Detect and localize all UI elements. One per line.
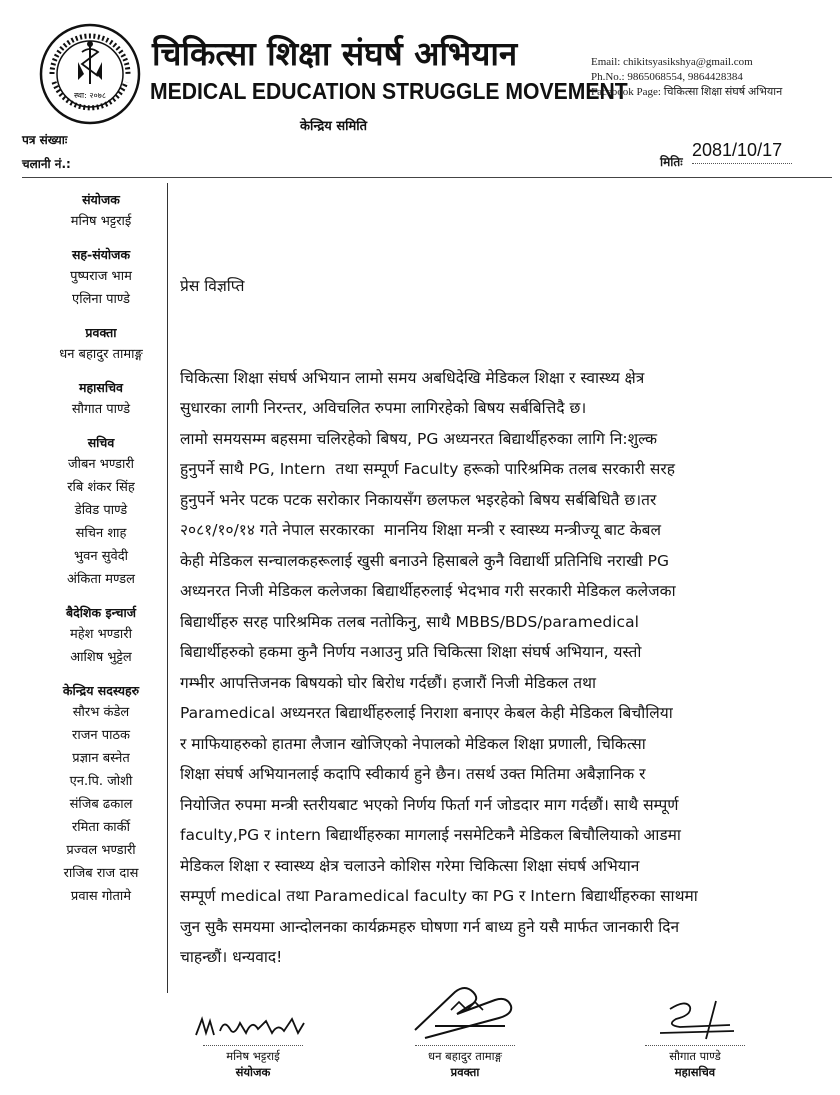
body-line: मेडिकल शिक्षा र स्वास्थ्य क्षेत्र चलाउने कोशिस गरेमा चिकित्सा शिक्षा संघर्ष अभियान <box>180 856 640 875</box>
body-line: चिकित्सा शिक्षा संघर्ष अभियान लामो समय अबधिदेखि मेडिकल शिक्षा र स्वास्थ्य क्षेत्र <box>180 368 645 387</box>
date-label: मितिः <box>660 155 683 169</box>
body-line: र माफियाहरुको हातमा लैजान खोजिएको नेपालको मेडिकल शिक्षा प्रणाली, चिकित्सा <box>180 734 646 753</box>
body-line: बिद्यार्थीहरु सरह पारिश्रमिक तलब नतोकिनु, साथै MBBS/BDS/paramedical <box>180 612 639 631</box>
signatory-role: संयोजक <box>235 1065 271 1079</box>
sidebar-member-name: रमिता कार्की <box>71 820 131 835</box>
signature-block-general-secretary <box>630 995 760 1080</box>
body-line: सम्पूर्ण medical तथा Paramedical faculty का PG र Intern बिद्यार्थीहरुका साथमा <box>180 887 698 905</box>
sidebar-member-name: आशिष भुट्टेल <box>70 650 132 665</box>
body-line: गम्भीर आपत्तिजनक बिषयको घोर बिरोध गर्दछौं। हजारौं निजी मेडिकल तथा <box>180 673 597 692</box>
signature-block-spokesperson <box>395 980 535 1080</box>
press-release-body <box>180 210 820 1034</box>
body-line: Paramedical अध्यनरत बिद्यार्थीहरुलाई निराशा बनाएर केबल केही मेडिकल बिचौलिया <box>180 704 673 722</box>
sidebar-divider <box>167 183 168 993</box>
body-line: सुधारका लागी निरन्तर, अविचलित रुपमा लागिरहेको बिषय सर्बबित्तिदै छ। <box>180 399 587 417</box>
organization-title-english: MEDICAL EDUCATION STRUGGLE MOVEMENT <box>150 78 628 104</box>
seal-year-text: स्था: २०७८ <box>73 91 107 100</box>
signatory-role: महासचिव <box>674 1065 716 1079</box>
sidebar-role-group <box>40 190 162 233</box>
organization-title-nepali: चिकित्सा शिक्षा संघर्ष अभियान <box>152 34 518 73</box>
body-line: केही मेडिकल सन्चालकहरूलाई खुसी बनाउने हिसाबले कुनै विद्यार्थी प्रतिनिधि नराखी PG <box>180 551 670 570</box>
sidebar-role-group <box>40 603 162 669</box>
body-line: शिक्षा संघर्ष अभियानलाई कदापि स्वीकार्य हुने छैन। तसर्थ उक्त मितिमा अबैज्ञानिक र <box>180 765 646 783</box>
signatory-role: प्रवक्ता <box>450 1065 480 1079</box>
sidebar-member-name: जीबन भण्डारी <box>67 457 135 472</box>
press-release-paragraph <box>180 363 820 973</box>
sidebar-member-name: प्रवास गोतामे <box>70 889 132 904</box>
sidebar-role-title: महासचिव <box>79 380 123 395</box>
sidebar-role-group <box>40 323 162 366</box>
sidebar-member-name: संजिब ढकाल <box>69 797 133 812</box>
sidebar-member-name: राजिब राज दास <box>63 866 139 881</box>
sidebar-member-name: महेश भण्डारी <box>70 627 132 642</box>
sidebar-member-name: पुष्पराज भाम <box>70 269 132 284</box>
contact-facebook: Facebook Page: चिकित्सा शिक्षा संघर्ष अभियान <box>591 86 783 98</box>
committee-name: केन्द्रिय समिति <box>300 119 368 134</box>
signatory-name: धन बहादुर तामाङ्ग <box>428 1049 502 1063</box>
contact-block <box>591 55 836 100</box>
sidebar-member-name: एन.पि. जोशी <box>69 774 133 789</box>
contact-phone: Ph.No.: 9865068554, 9864428384 <box>591 71 743 83</box>
letter-number-label: पत्र संख्याः <box>22 133 68 147</box>
sidebar-role-group <box>40 433 162 591</box>
signature-block-coordinator <box>188 1005 318 1080</box>
signatory-name: मनिष भट्टराई <box>226 1049 280 1063</box>
body-line: नियोजित रुपमा मन्त्री स्तरीयबाट भएको निर्णय फिर्ता गर्न जोडदार माग गर्दछौं। साथै सम्पूर्ण <box>180 795 679 814</box>
sidebar-role-title: सह-संयोजक <box>71 247 131 262</box>
handwritten-signature-icon <box>188 1005 318 1045</box>
sidebar-role-title: बैदेशिक इन्चार्ज <box>65 605 137 620</box>
sidebar-member-name: भुवन सुवेदी <box>73 549 128 564</box>
sidebar-member-name: मनिष भट्टराई <box>70 214 132 229</box>
body-line: हुनुपर्ने भनेर पटक पटक सरोकार निकायसँग छलफल भइरहेको बिषय सर्बबिधितै छ।तर <box>180 490 657 509</box>
sidebar-role-title: प्रवक्ता <box>85 325 117 340</box>
sidebar-role-group <box>40 378 162 421</box>
body-line: जुन सुकै समयमा आन्दोलनका कार्यक्रमहरु घोषणा गर्न बाध्य हुने यसै मार्फत जानकारी दिन <box>180 917 680 936</box>
sidebar-member-name: एलिना पाण्डे <box>72 292 130 307</box>
committee-member-list <box>40 190 162 920</box>
body-line: अध्यनरत निजी मेडिकल कलेजका बिद्यार्थीहरुलाई भेदभाव गरी सरकारी मेडिकल कलेजका <box>180 582 676 600</box>
body-line: हुनुपर्ने साथै PG, Intern तथा सम्पूर्ण Faculty हरूको पारिश्रमिक तलब सरकारी सरह <box>180 460 675 478</box>
body-line: २०८१/१०/१४ गते नेपाल सरकारका माननिय शिक्षा मन्त्री र स्वास्थ्य मन्त्रीज्यू बाट केबल <box>180 521 661 539</box>
sidebar-role-group <box>40 681 162 908</box>
sidebar-member-name: डेविड पाण्डे <box>74 503 128 518</box>
organization-seal-logo <box>38 22 142 126</box>
contact-email: Email: chikitsyasikshya@gmail.com <box>591 56 753 68</box>
dispatch-number-label: चलानी नं.: <box>22 157 71 171</box>
body-line: लामो समयसम्म बहसमा चलिरहेको बिषय, PG अध्यनरत बिद्यार्थीहरुका लागि नि:शुल्क <box>180 429 658 448</box>
body-line: बिद्यार्थीहरुको हकमा कुनै निर्णय नआउनु प्रति चिकित्सा शिक्षा संघर्ष अभियान, यस्तो <box>180 643 642 661</box>
date-value: 2081/10/17 <box>692 140 792 164</box>
sidebar-role-group <box>40 245 162 311</box>
sidebar-member-name: अंकिता मण्डल <box>67 572 135 587</box>
sidebar-member-name: सचिन शाह <box>75 526 127 541</box>
sidebar-role-title: केन्द्रिय सदस्यहरु <box>62 683 140 698</box>
sidebar-role-title: सचिव <box>87 435 115 450</box>
sidebar-member-name: राजन पाठक <box>72 728 130 743</box>
sidebar-member-name: धन बहादुर तामाङ्ग <box>59 347 143 362</box>
sidebar-member-name: रबि शंकर सिंह <box>67 480 135 495</box>
handwritten-signature-icon <box>630 995 760 1045</box>
press-release-heading: प्रेस विज्ञप्ति <box>180 277 245 295</box>
header-divider <box>22 177 832 178</box>
sidebar-member-name: प्रज्ञान बस्नेत <box>72 751 130 766</box>
signatory-name: सौगात पाण्डे <box>669 1049 721 1063</box>
sidebar-member-name: प्रज्वल भण्डारी <box>66 843 136 858</box>
body-line: चाहन्छौं। धन्यवाद! <box>180 948 283 966</box>
sidebar-member-name: सौरभ कंडेल <box>72 705 130 720</box>
body-line: faculty,PG र intern बिद्यार्थीहरुका मागलाई नसमेटिकनै मेडिकल बिचौलियाको आडमा <box>180 826 681 844</box>
sidebar-role-title: संयोजक <box>82 192 120 207</box>
sidebar-member-name: सौगात पाण्डे <box>71 402 131 417</box>
handwritten-signature-icon <box>395 980 535 1045</box>
